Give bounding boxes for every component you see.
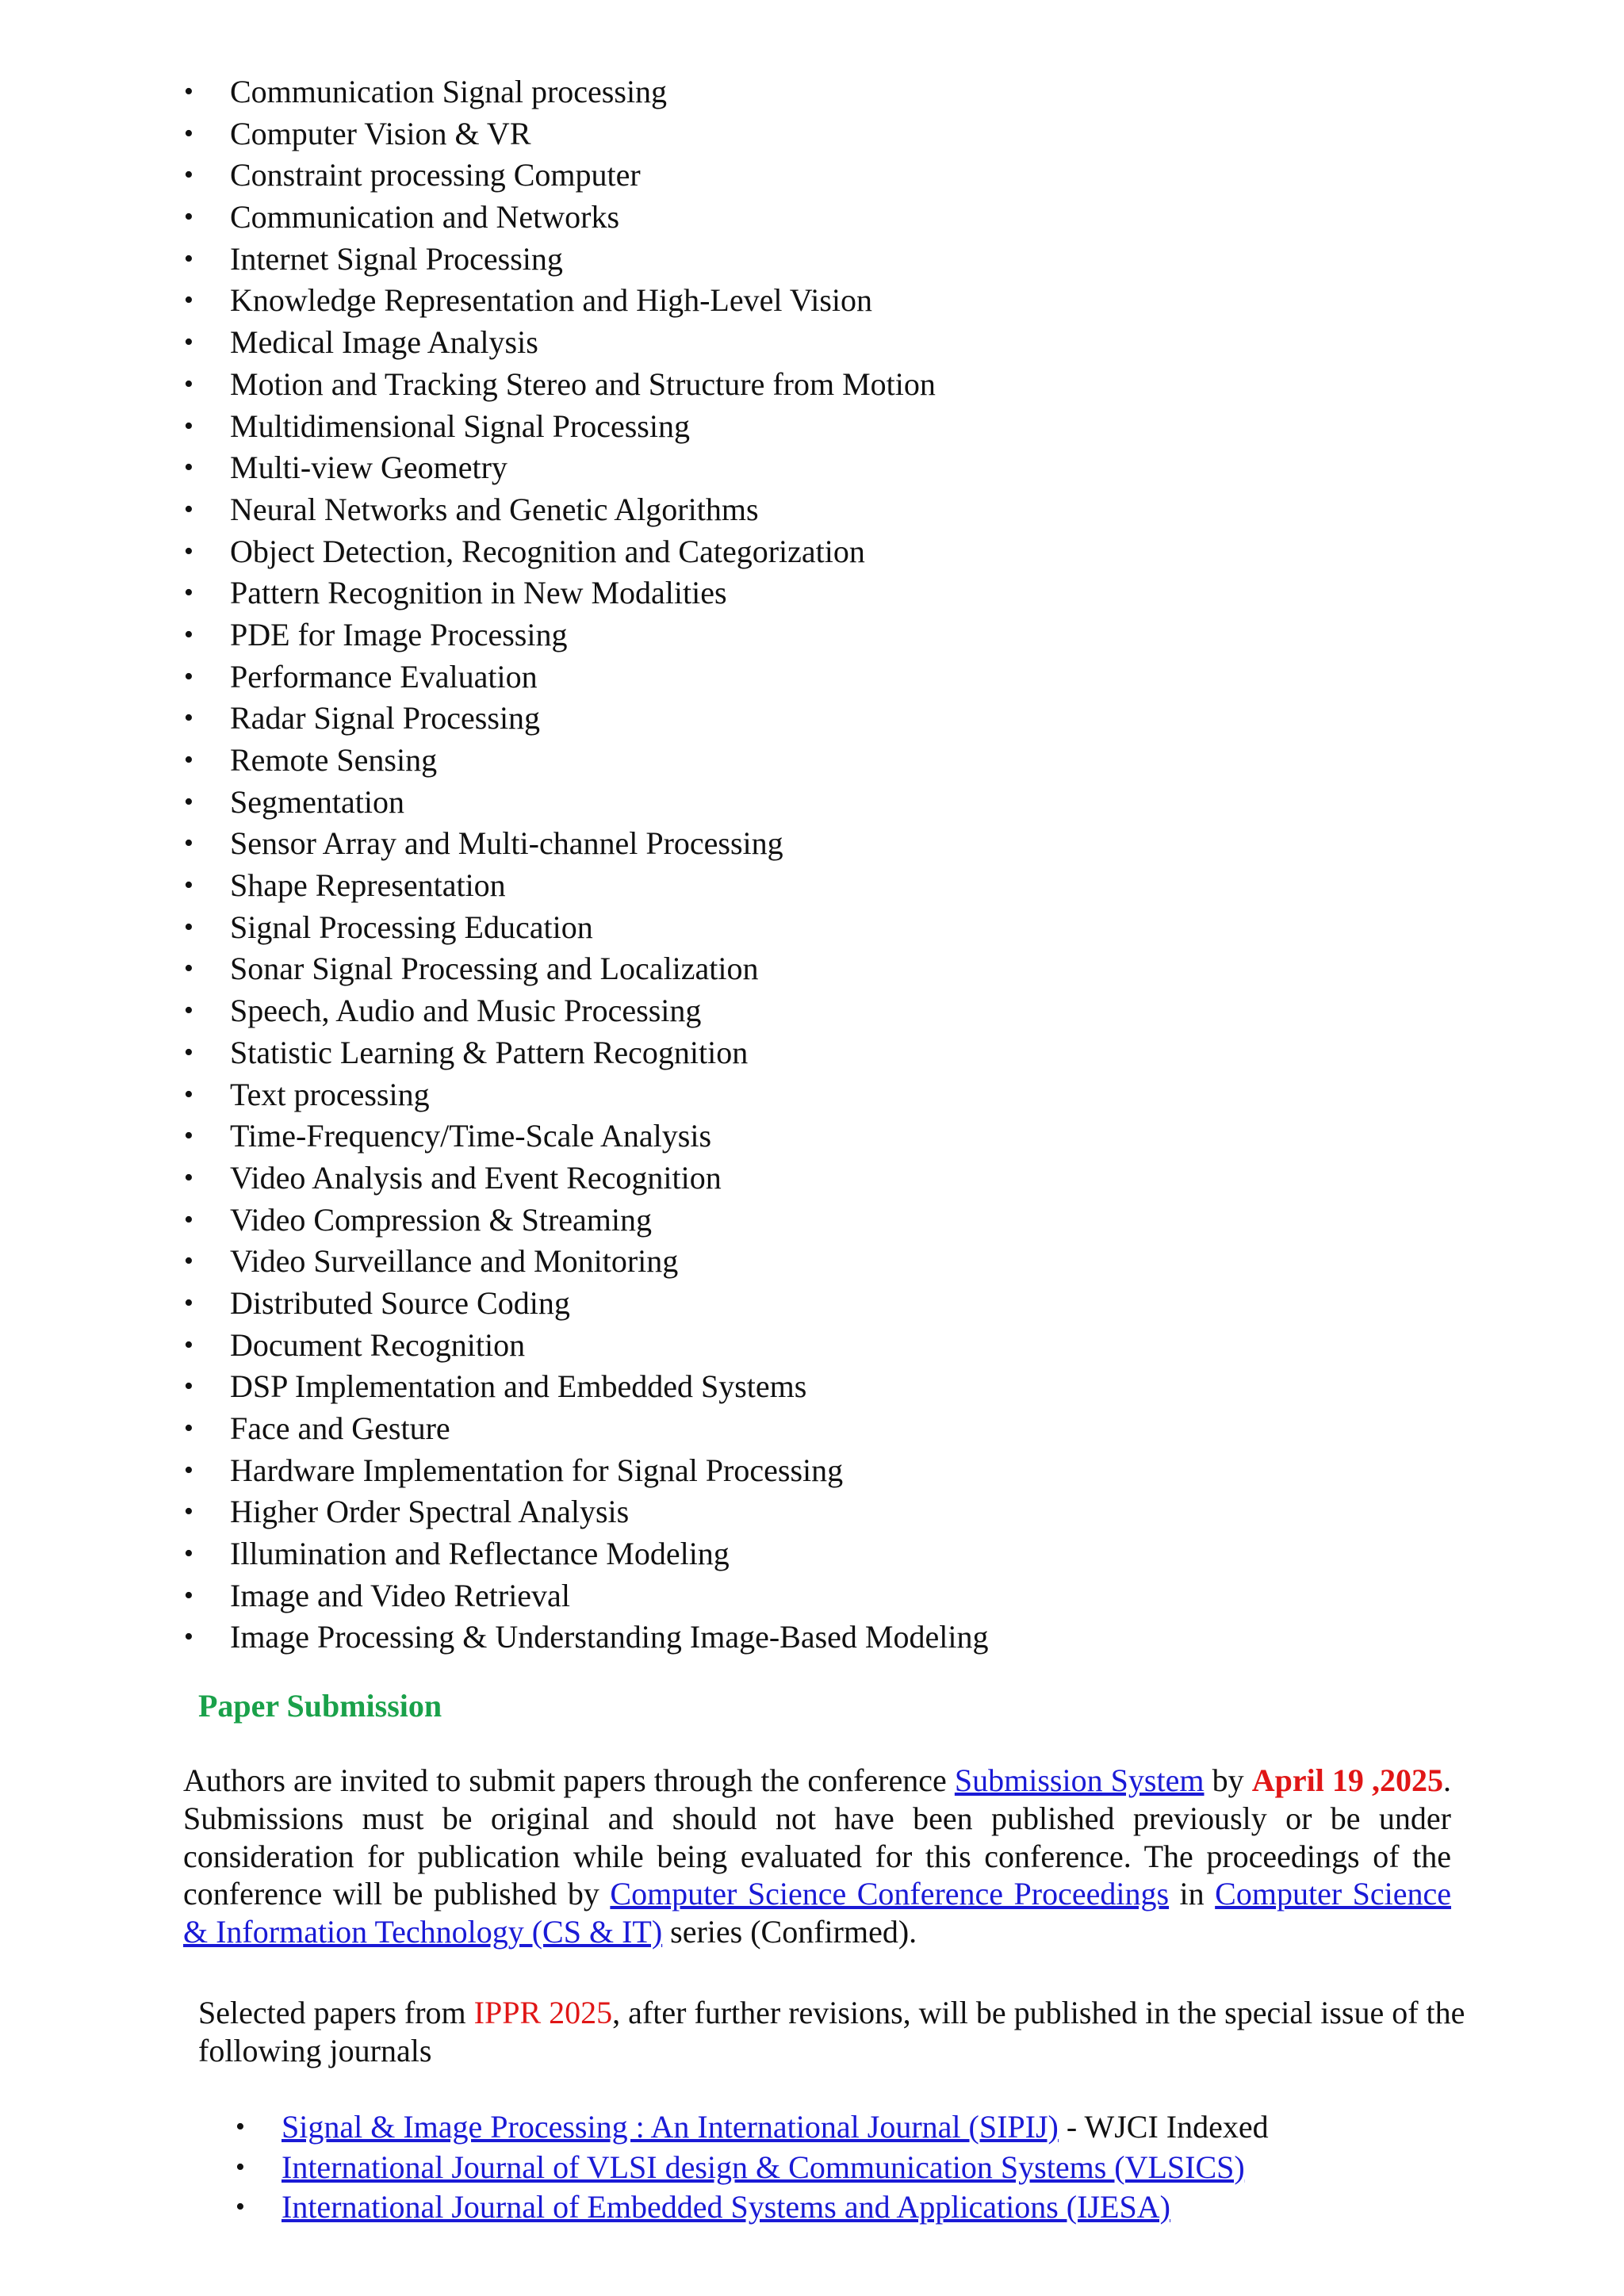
topic-label: Time-Frequency/Time-Scale Analysis	[230, 1118, 712, 1154]
topic-label: Medical Image Analysis	[230, 324, 538, 361]
topic-label: Higher Order Spectral Analysis	[230, 1494, 630, 1530]
topic-item	[184, 1032, 988, 1074]
bullet-icon: •	[184, 243, 193, 274]
topic-label: Communication and Networks	[230, 199, 620, 235]
topic-item	[184, 1408, 988, 1450]
bullet-icon: •	[184, 661, 193, 691]
journals-list	[236, 2107, 1269, 2228]
topic-label: Illumination and Reflectance Modeling	[230, 1536, 730, 1572]
topic-item	[184, 823, 988, 865]
bullet-icon: •	[184, 118, 193, 148]
topic-label: Neural Networks and Genetic Algorithms	[230, 491, 759, 527]
topic-item	[184, 1283, 988, 1325]
topic-item	[184, 865, 988, 907]
bullet-icon: •	[184, 1372, 193, 1402]
bullet-icon: •	[184, 1079, 193, 1109]
submission-details-text: . Submissions must be original and should not have been published previously or be under consideration for publication while being evaluated for this conference. The proceedings of the conference will be published by	[183, 1762, 1452, 1912]
topic-item	[184, 1115, 988, 1158]
topic-label: Statistic Learning & Pattern Recognition	[230, 1034, 749, 1070]
topic-item	[184, 948, 988, 990]
deadline-date: April 19 ,2025	[1251, 1762, 1444, 1798]
topic-label: Object Detection, Recognition and Categorization	[230, 533, 865, 569]
cs-it-series-link[interactable]: Computer Science & Information Technology (CS & IT)	[183, 1876, 1452, 1950]
selected-papers-text: , after further revisions, will be published in the special issue of the following journals	[198, 1995, 1465, 2068]
bullet-icon: •	[184, 1162, 193, 1192]
topic-item	[184, 280, 988, 322]
topic-label: Face and Gesture	[230, 1410, 450, 1446]
journal-note: - WJCI Indexed	[1058, 2109, 1269, 2145]
topic-item	[184, 1200, 988, 1242]
topic-item	[184, 239, 988, 281]
topic-item	[184, 489, 988, 531]
topic-label: Radar Signal Processing	[230, 700, 541, 737]
topic-label: Sensor Array and Multi-channel Processing	[230, 825, 783, 862]
topic-item	[184, 1450, 988, 1492]
topic-label: Remote Sensing	[230, 742, 438, 778]
bullet-icon: •	[184, 828, 193, 859]
topic-label: Segmentation	[230, 783, 404, 820]
submission-by-text: by	[1204, 1762, 1252, 1798]
bullet-icon: •	[184, 327, 193, 358]
topic-label: Multi-view Geometry	[230, 450, 508, 486]
conference-name: IPPR 2025	[473, 1995, 613, 2030]
topic-item	[184, 572, 988, 614]
topic-label: Speech, Audio and Music Processing	[230, 993, 702, 1029]
topic-label: Video Analysis and Event Recognition	[230, 1159, 722, 1196]
submission-paragraph	[183, 1762, 1451, 1951]
selected-papers-intro: Selected papers from	[198, 1995, 474, 2030]
bullet-icon: •	[184, 453, 193, 483]
submission-intro-text: Authors are invited to submit papers through the conference	[183, 1762, 955, 1798]
submission-in-text: in	[1169, 1876, 1216, 1912]
topic-label: Shape Representation	[230, 867, 506, 904]
topic-label: Text processing	[230, 1076, 430, 1112]
topic-item	[184, 1617, 989, 1659]
topic-item	[184, 406, 988, 448]
journal-item	[236, 2148, 1269, 2188]
bullet-icon: •	[184, 202, 193, 232]
topic-item	[184, 1074, 988, 1116]
topic-label: Internet Signal Processing	[230, 240, 563, 277]
topic-item	[184, 531, 988, 573]
journal-item	[236, 2187, 1269, 2228]
bullet-icon: •	[184, 1455, 193, 1485]
bullet-icon: •	[184, 996, 193, 1026]
bullet-icon: •	[184, 786, 193, 817]
bullet-icon: •	[184, 1580, 193, 1610]
bullet-icon: •	[236, 2152, 245, 2182]
topic-label: Constraint processing Computer	[230, 157, 641, 193]
bullet-icon: •	[184, 1497, 193, 1527]
bullet-icon: •	[184, 494, 193, 524]
bullet-icon: •	[184, 954, 193, 984]
topic-item	[184, 614, 988, 656]
bullet-icon: •	[184, 1204, 193, 1234]
paper-submission-heading: Paper Submission	[198, 1688, 442, 1724]
topic-item	[184, 197, 988, 239]
submission-confirmed-text: series (Confirmed).	[662, 1914, 917, 1950]
proceedings-link[interactable]: Computer Science Conference Proceedings	[610, 1876, 1170, 1912]
topic-item	[184, 782, 988, 824]
bullet-icon: •	[184, 1330, 193, 1360]
topic-label: Image Processing & Understanding Image-Based Modeling	[230, 1619, 989, 1655]
bullet-icon: •	[184, 619, 193, 649]
topic-label: PDE for Image Processing	[230, 616, 568, 652]
journal-item	[236, 2107, 1269, 2148]
bullet-icon: •	[184, 1539, 193, 1569]
topic-item	[184, 740, 988, 782]
topic-label: Signal Processing Education	[230, 909, 593, 945]
bullet-icon: •	[184, 1037, 193, 1067]
topic-label: Communication Signal processing	[230, 74, 668, 109]
bullet-icon: •	[184, 745, 193, 775]
topic-item	[184, 447, 988, 489]
topic-label: Hardware Implementation for Signal Processing	[230, 1452, 844, 1488]
bullet-icon: •	[184, 536, 193, 566]
topic-item	[184, 364, 988, 406]
bullet-icon: •	[184, 1288, 193, 1318]
topic-label: Image and Video Retrieval	[230, 1577, 570, 1613]
journal-link[interactable]: International Journal of Embedded Systems and Applications (IJESA)	[282, 2189, 1170, 2225]
topics-list	[184, 71, 989, 1659]
topic-item	[184, 656, 988, 698]
selected-papers-paragraph	[198, 1994, 1467, 2070]
topic-label: Video Compression & Streaming	[230, 1201, 652, 1238]
topic-item	[184, 1158, 988, 1200]
topic-item	[184, 71, 988, 113]
topic-label: Motion and Tracking Stereo and Structure from Motion	[230, 365, 936, 402]
topic-item	[184, 1241, 988, 1283]
topic-item	[184, 990, 988, 1032]
topic-item	[184, 1366, 988, 1408]
bullet-icon: •	[184, 369, 193, 399]
bullet-icon: •	[184, 1121, 193, 1151]
journal-link[interactable]: Signal & Image Processing : An International Journal (SIPIJ)	[282, 2109, 1059, 2145]
bullet-icon: •	[184, 912, 193, 942]
bullet-icon: •	[184, 77, 193, 106]
topic-label: DSP Implementation and Embedded Systems	[230, 1368, 807, 1405]
topic-label: Computer Vision & VR	[230, 115, 531, 151]
topic-item	[184, 1533, 988, 1575]
bullet-icon: •	[184, 871, 193, 901]
topic-item	[184, 1325, 988, 1367]
journal-link[interactable]: International Journal of VLSI design & Communication Systems (VLSICS)	[282, 2149, 1245, 2185]
bullet-icon: •	[236, 2112, 245, 2141]
bullet-icon: •	[184, 1246, 193, 1276]
topic-item	[184, 322, 988, 364]
topic-item	[184, 155, 988, 197]
bullet-icon: •	[184, 160, 193, 190]
topic-label: Sonar Signal Processing and Localization	[230, 951, 759, 987]
bullet-icon: •	[184, 578, 193, 608]
topic-item	[184, 1575, 988, 1617]
topic-item	[184, 1491, 988, 1533]
topic-item	[184, 907, 988, 949]
topic-item	[184, 113, 988, 155]
topic-label: Document Recognition	[230, 1326, 526, 1363]
topic-label: Knowledge Representation and High-Level Vision	[230, 282, 872, 319]
bullet-icon: •	[236, 2192, 245, 2221]
topic-label: Distributed Source Coding	[230, 1284, 570, 1321]
bullet-icon: •	[184, 703, 193, 733]
bullet-icon: •	[184, 1414, 193, 1443]
topic-label: Pattern Recognition in New Modalities	[230, 575, 727, 611]
topic-label: Video Surveillance and Monitoring	[230, 1243, 679, 1280]
topic-label: Multidimensional Signal Processing	[230, 408, 690, 444]
submission-system-link[interactable]: Submission System	[954, 1762, 1205, 1798]
bullet-icon: •	[184, 1622, 193, 1652]
bullet-icon: •	[184, 285, 193, 316]
topic-item	[184, 698, 988, 740]
topic-label: Performance Evaluation	[230, 658, 538, 695]
bullet-icon: •	[184, 411, 193, 441]
